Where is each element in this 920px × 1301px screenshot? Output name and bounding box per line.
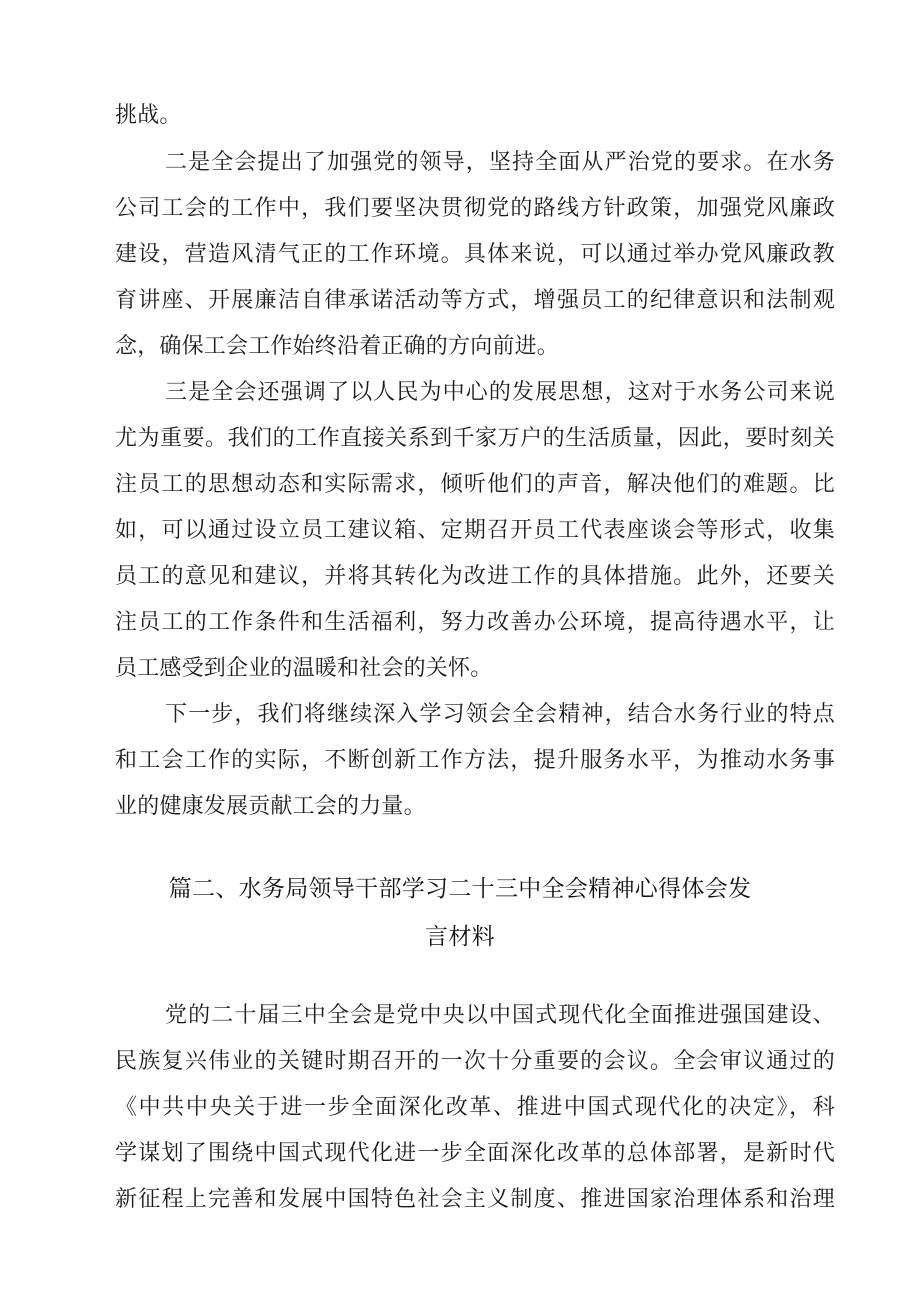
paragraph-line: 民族复兴伟业的关键时期召开的一次十分重要的会议。全会审议通过的 bbox=[115, 1049, 835, 1074]
paragraph-line: 《中共中央关于进一步全面深化改革、推进中国式现代化的决定》，科 bbox=[115, 1095, 835, 1120]
paragraph-line: 尤为重要。我们的工作直接关系到千家万户的生活质量，因此，要时刻关 bbox=[115, 426, 835, 451]
paragraph-line: 挑战。 bbox=[115, 103, 182, 128]
paragraph-line: 二是全会提出了加强党的领导，坚持全面从严治党的要求。在水务 bbox=[165, 150, 835, 175]
paragraph-line: 员工的意见和建议，并将其转化为改进工作的具体措施。此外，还要关 bbox=[115, 564, 835, 589]
paragraph-line: 建设，营造风清气正的工作环境。具体来说，可以通过举办党风廉政教 bbox=[115, 242, 835, 267]
paragraph-line: 员工感受到企业的温暖和社会的关怀。 bbox=[115, 656, 493, 681]
section-heading-line1: 篇二、水务局领导干部学习二十三中全会精神心得体会发 bbox=[168, 876, 752, 902]
paragraph-line: 注员工的工作条件和生活福利，努力改善办公环境，提高待遇水平，让 bbox=[115, 610, 835, 635]
paragraph-line: 和工会工作的实际，不断创新工作方法，提升服务水平，为推动水务事 bbox=[115, 748, 835, 773]
paragraph-line: 公司工会的工作中，我们要坚决贯彻党的路线方针政策，加强党风廉政 bbox=[115, 196, 835, 221]
paragraph-line: 学谋划了围绕中国式现代化进一步全面深化改革的总体部署，是新时代 bbox=[115, 1141, 835, 1166]
paragraph-line: 下一步，我们将继续深入学习领会全会精神，结合水务行业的特点 bbox=[165, 702, 835, 727]
paragraph-line: 注员工的思想动态和实际需求，倾听他们的声音，解决他们的难题。比 bbox=[115, 472, 835, 497]
paragraph-line: 念，确保工会工作始终沿着正确的方向前进。 bbox=[115, 334, 560, 359]
paragraph-line: 新征程上完善和发展中国特色社会主义制度、推进国家治理体系和治理 bbox=[115, 1187, 835, 1212]
paragraph-line: 如，可以通过设立员工建议箱、定期召开员工代表座谈会等形式，收集 bbox=[115, 518, 835, 543]
paragraph-line: 育讲座、开展廉洁自律承诺活动等方式，增强员工的纪律意识和法制观 bbox=[115, 288, 835, 313]
paragraph-line: 三是全会还强调了以人民为中心的发展思想，这对于水务公司来说 bbox=[165, 380, 835, 405]
paragraph-line: 党的二十届三中全会是党中央以中国式现代化全面推进强国建设、 bbox=[165, 1003, 835, 1028]
paragraph-line: 业的健康发展贡献工会的力量。 bbox=[115, 794, 426, 819]
section-heading-line2: 言材料 bbox=[425, 924, 495, 950]
